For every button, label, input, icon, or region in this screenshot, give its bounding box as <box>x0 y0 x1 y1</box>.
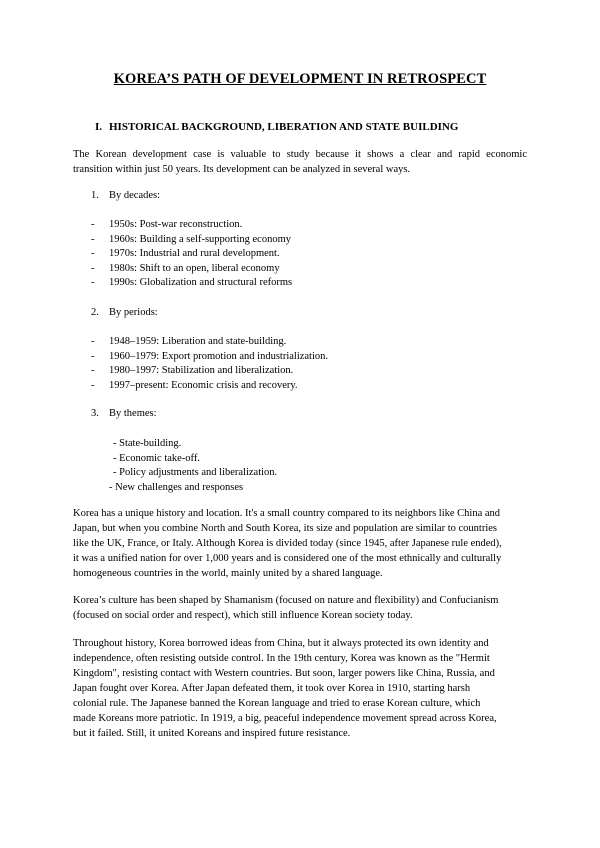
throughout-paragraph <box>73 636 527 741</box>
by-decades-heading <box>91 190 160 201</box>
paragraph-line: Korea’s culture has been shaped by Shamanism (focused on nature and flexibility) and Confucianism <box>73 595 499 606</box>
section-title: HISTORICAL BACKGROUND, LIBERATION AND STATE BUILDING <box>109 121 459 133</box>
paragraph-line: like the UK, France, or Italy. Although Korea is divided today (since 1945, after Japanese rule ended), <box>73 538 502 549</box>
list-item: - 1980–1997: Stabilization and liberalization. <box>91 365 294 376</box>
decades-list <box>91 218 292 291</box>
list-item: - 1970s: Industrial and rural development. <box>91 248 280 259</box>
by-decades-number: 1. <box>91 190 99 201</box>
list-item: - Economic take-off. <box>113 452 200 464</box>
list-item: - Policy adjustments and liberalization. <box>113 467 278 478</box>
list-item: - 1948–1959: Liberation and state-building. <box>91 336 287 347</box>
list-item: - 1960–1979: Export promotion and industrialization. <box>91 350 329 362</box>
paragraph-line: homogeneous countries in the world, mainly united by a shared language. <box>73 568 383 579</box>
themes-list <box>109 437 278 495</box>
section-number: I. <box>95 121 103 133</box>
paragraph-line: but it failed. Still, it united Koreans and inspired future resistance. <box>73 728 351 739</box>
section-heading <box>95 121 458 133</box>
list-item: - 1990s: Globalization and structural reforms <box>91 277 293 288</box>
list-item: - State-building. <box>113 438 182 449</box>
intro-line: transition within just 50 years. Its development can be analyzed in several ways. <box>73 164 411 175</box>
by-decades-label: By decades: <box>109 190 161 201</box>
paragraph-line: Throughout history, Korea borrowed ideas from China, but it always protected its own identity and <box>73 638 489 649</box>
list-item: - 1960s: Building a self-supporting economy <box>91 233 291 245</box>
paragraph-line: Japan fought over Korea. After Japan defeated them, it took over Korea in 1910, starting harsh <box>73 683 471 694</box>
list-item: - 1997–present: Economic crisis and recovery. <box>91 379 298 391</box>
paragraph-line: made Koreans more patriotic. In 1919, a big, peaceful independence movement spread across Korea, <box>73 713 497 724</box>
list-item: - 1950s: Post-war reconstruction. <box>91 219 243 230</box>
history-paragraph <box>73 506 527 581</box>
by-themes-label: By themes: <box>109 408 157 419</box>
periods-list <box>91 335 328 393</box>
paragraph-line: independence, often resisting outside control. In the 19th century, Korea was known as the "Hermit <box>73 653 490 664</box>
paragraph-line: Japan, but when you combine North and South Korea, its size and population are similar to countries <box>73 523 497 534</box>
by-themes-heading <box>91 408 157 419</box>
culture-paragraph <box>73 593 527 623</box>
paragraph-line: Kingdom", resisting contact with Western countries. But soon, larger powers like China, Russia, and <box>73 668 495 679</box>
by-periods-number: 2. <box>91 307 99 318</box>
by-periods-heading <box>91 307 158 318</box>
list-item: - New challenges and responses <box>109 481 244 493</box>
paragraph-line: colonial rule. The Japanese banned the Korean language and tried to erase Korean culture, which <box>73 698 481 709</box>
paragraph-line: it was a unified nation for over 1,000 years and is considered one of the most ethnically and culturally <box>73 553 502 564</box>
paragraph-line: Korea has a unique history and location. It's a small country compared to its neighbors like China and <box>73 508 501 519</box>
by-periods-label: By periods: <box>109 307 158 318</box>
paragraph-line: (focused on social order and respect), which still influence Korean society today. <box>73 610 413 621</box>
document-title: KOREA’S PATH OF DEVELOPMENT IN RETROSPECT <box>113 71 487 87</box>
intro-paragraph <box>73 147 527 177</box>
intro-line: The Korean development case is valuable to study because it shows a clear and rapid economic <box>73 149 527 160</box>
by-themes-number: 3. <box>91 408 99 419</box>
list-item: - 1980s: Shift to an open, liberal economy <box>91 262 280 274</box>
